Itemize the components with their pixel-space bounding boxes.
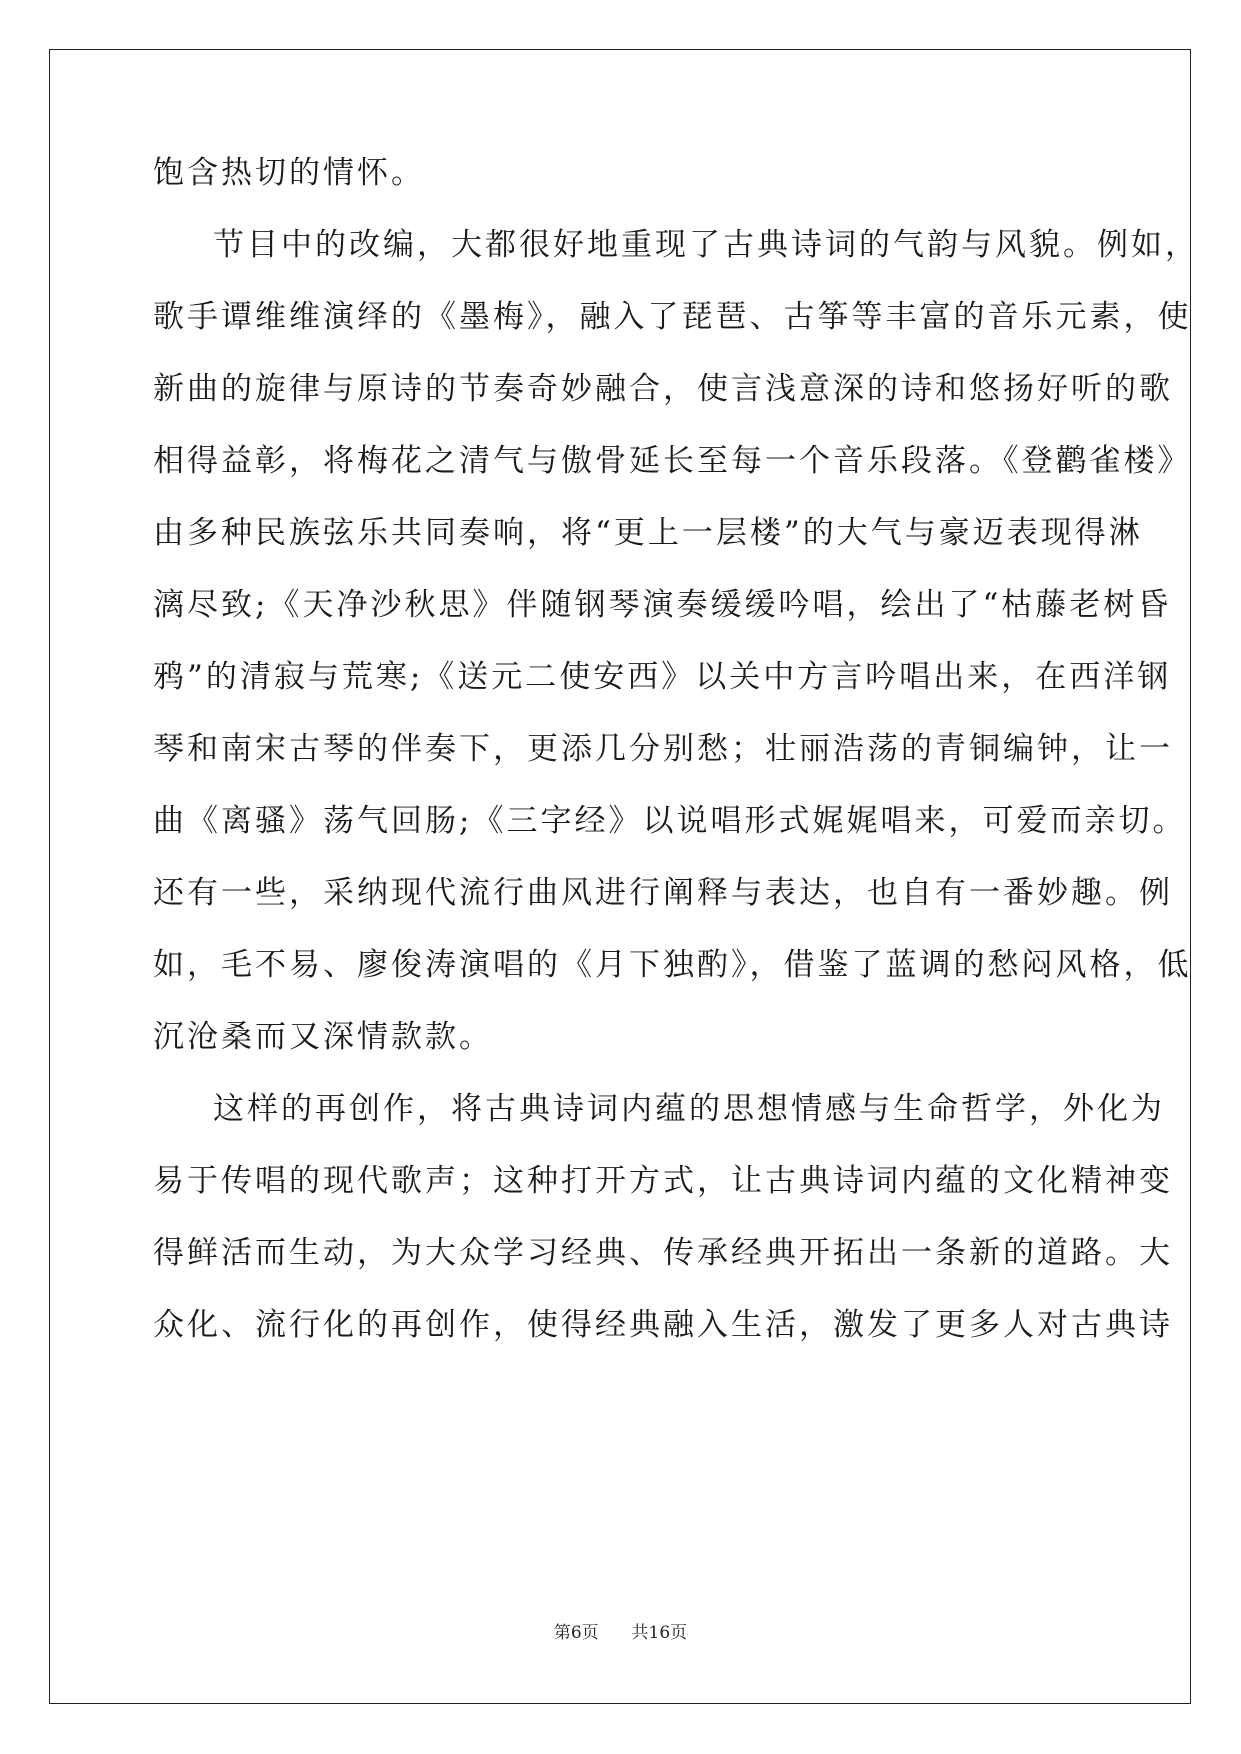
text-line: 新曲的旋律与原诗的节奏奇妙融合，使言浅意深的诗和悠扬好听的歌 (153, 371, 1173, 407)
page-total: 共16页 (631, 1623, 688, 1643)
text-line: 饱含热切的情怀。 (153, 155, 425, 191)
text-line: 歌手谭维维演绎的《墨梅》，融入了琵琶、古筝等丰富的音乐元素，使 (153, 299, 1192, 335)
page-footer (0, 1618, 1241, 1643)
text-line: 琴和南宋古琴的伴奏下，更添几分别愁；壮丽浩荡的青铜编钟，让一 (153, 731, 1173, 767)
text-line: 节目中的改编，大都很好地重现了古典诗词的气韵与风貌。例如， (213, 227, 1199, 263)
text-line: 易于传唱的现代歌声；这种打开方式，让古典诗词内蕴的文化精神变 (153, 1163, 1173, 1199)
text-line: 相得益彰，将梅花之清气与傲骨延长至每一个音乐段落。《登鹳雀楼》 (153, 443, 1192, 479)
text-line: 曲《离骚》荡气回肠;《三字经》以说唱形式娓娓唱来，可爱而亲切。 (153, 803, 1187, 839)
page-number: 第6页 (553, 1623, 599, 1643)
text-line: 众化、流行化的再创作，使得经典融入生活，激发了更多人对古典诗 (153, 1307, 1173, 1343)
text-line: 沉沧桑而又深情款款。 (153, 1019, 493, 1055)
text-line: 鸦”的清寂与荒寒;《送元二使安西》以关中方言吟唱出来，在西洋钢 (153, 659, 1172, 695)
text-line: 由多种民族弦乐共同奏响，将“更上一层楼”的大气与豪迈表现得淋 (153, 515, 1143, 551)
text-line: 漓尽致;《天净沙秋思》伴随钢琴演奏缓缓吟唱，绘出了“枯藤老树昏 (153, 587, 1172, 623)
text-line: 这样的再创作，将古典诗词内蕴的思想情感与生命哲学，外化为 (213, 1091, 1165, 1127)
text-line: 如，毛不易、廖俊涛演唱的《月下独酌》，借鉴了蓝调的愁闷风格，低 (153, 947, 1192, 983)
text-line: 得鲜活而生动，为大众学习经典、传承经典开拓出一条新的道路。大 (153, 1235, 1173, 1271)
text-line: 还有一些，采纳现代流行曲风进行阐释与表达，也自有一番妙趣。例 (153, 875, 1173, 911)
